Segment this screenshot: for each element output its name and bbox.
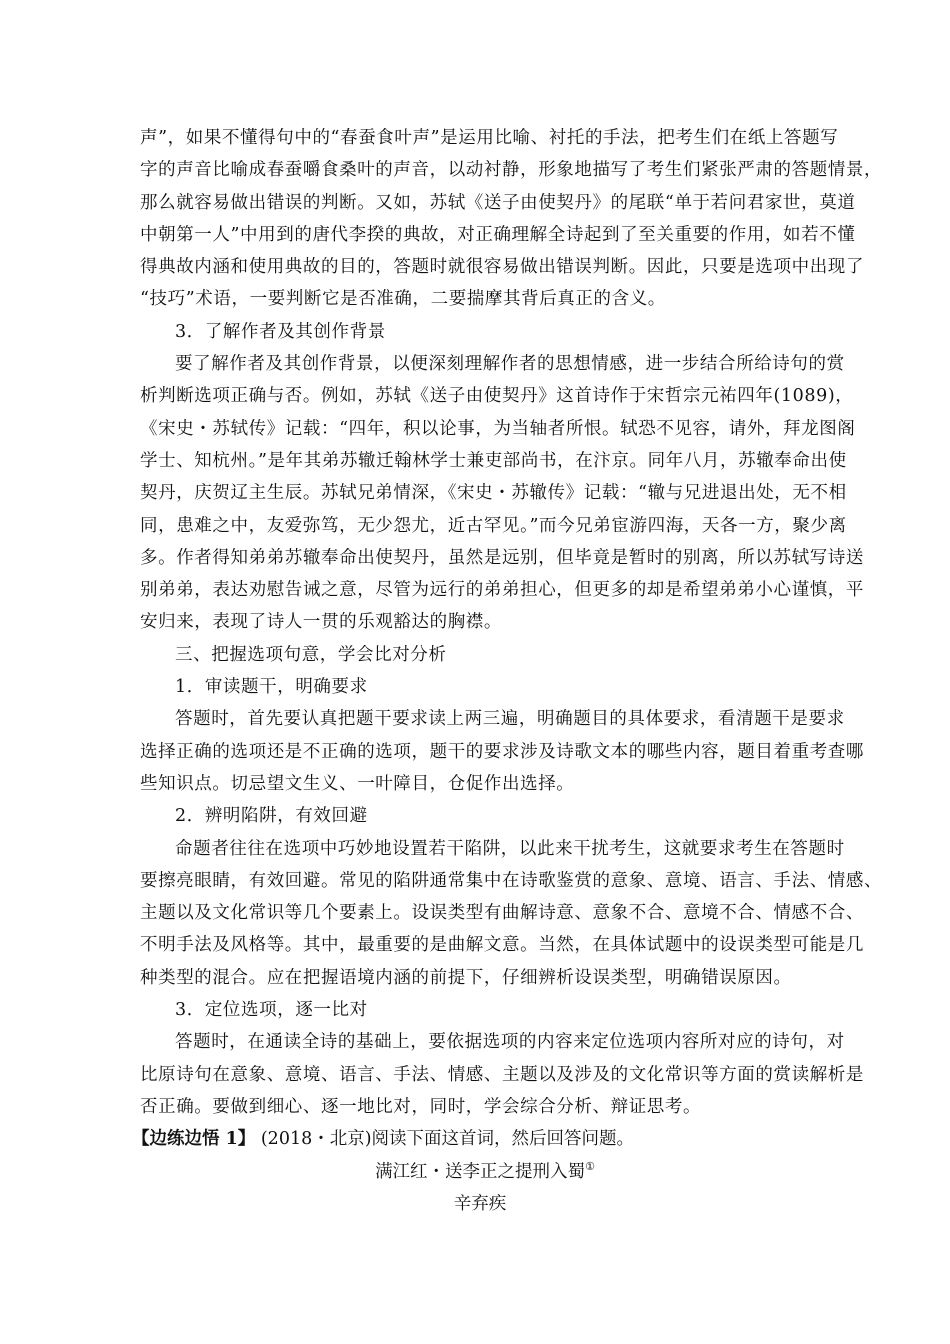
paragraph <box>140 122 883 316</box>
text-line: 答题时，首先要认真把题干要求读上两三遍，明确题目的具体要求，看清题干是要求 <box>175 709 845 730</box>
exercise-text: (2018・北京)阅读下面这首词，然后回答问题。 <box>260 1129 635 1150</box>
poem-title <box>140 1156 820 1188</box>
text-line: 字的声音比喻成春蚕嚼食桑叶的声音，以动衬静，形象地描写了考生们紧张严肃的答题情景， <box>140 160 883 181</box>
text-line: 1．审读题干，明确要求 <box>175 677 368 698</box>
text-line: “技巧”术语，一要判断它是否准确，二要揣摩其背后真正的含义。 <box>140 289 666 310</box>
exercise-prompt <box>132 1123 820 1155</box>
text-line: 得典故内涵和使用典故的目的，答题时就很容易做出错误判断。因此，只要是选项中出现了 <box>140 257 864 278</box>
text-line: 三、把握选项句意，学会比对分析 <box>175 644 447 665</box>
paragraph <box>140 833 883 994</box>
text-line: 答题时，在通读全诗的基础上，要依据选项的内容来定位选项内容所对应的诗句，对 <box>175 1032 845 1053</box>
text-line: 命题者往往在选项中巧妙地设置若干陷阱，以此来干扰考生，这就要求考生在答题时 <box>175 838 845 859</box>
section-heading <box>140 671 820 703</box>
text-line: 3．了解作者及其创作背景 <box>175 321 386 342</box>
text-line: 安归来，表现了诗人一贯的乐观豁达的胸襟。 <box>140 612 502 633</box>
text-line: 析判断选项正确与否。例如，苏轼《送子由使契丹》这首诗作于宋哲宗元祐四年(1089)， <box>140 386 854 407</box>
text-line: 契丹，庆贺辽主生辰。苏轼兄弟情深，《宋史・苏辙传》记载：“辙与兄进退出处，无不相 <box>140 483 847 504</box>
text-line: 比原诗句在意象、意境、语言、手法、情感、主题以及涉及的文化常识等方面的赏读解析是 <box>140 1064 864 1085</box>
text-line: 要了解作者及其创作背景，以便深刻理解作者的思想情感，进一步结合所给诗句的赏 <box>175 354 845 375</box>
document-body <box>132 122 883 1220</box>
text-line: 种类型的混合。应在把握语境内涵的前提下，仔细辨析设误类型，明确错误原因。 <box>140 967 792 988</box>
section-heading <box>140 800 820 832</box>
footnote-mark: ① <box>585 1159 595 1173</box>
text-line: 学士、知杭州。”是年其弟苏辙迁翰林学士兼吏部尚书，在汴京。同年八月，苏辙奉命出使 <box>140 450 847 471</box>
text-line: 3．定位选项，逐一比对 <box>175 1000 368 1021</box>
text-line: 主题以及文化常识等几个要素上。设误类型有曲解诗意、意象不合、意境不合、情感不合、 <box>140 903 864 924</box>
text-line: 多。作者得知弟弟苏辙奉命出使契丹，虽然是远别，但毕竟是暂时的别离，所以苏轼写诗送 <box>140 547 864 568</box>
text-line: 选择正确的选项还是不正确的选项，题干的要求涉及诗歌文本的哪些内容，题目着重考查哪 <box>140 741 864 762</box>
text-line: 《宋史・苏轼传》记载：“四年，积以论事，为当轴者所恨。轼恐不见容，请外，拜龙图阁 <box>140 418 856 439</box>
text-line: 声”，如果不懂得句中的“春蚕食叶声”是运用比喻、衬托的手法，把考生们在纸上答题写 <box>140 128 839 148</box>
paragraph <box>140 348 864 639</box>
section-heading <box>140 994 820 1026</box>
paragraph <box>140 1026 864 1123</box>
poem-author: 辛弃疾 <box>453 1193 507 1214</box>
text-line: 别弟弟，表达劝慰告诫之意，尽管为远行的弟弟担心，但更多的却是希望弟弟小心谨慎，平 <box>140 580 864 601</box>
poem-title-text: 满江红・送李正之提刑入蜀 <box>375 1161 586 1182</box>
text-line: 那么就容易做出错误的判断。又如，苏轼《送子由使契丹》的尾联“单于若问君家世，莫道 <box>140 192 856 213</box>
text-line: 同，患难之中，友爱弥笃，无少怨尤，近古罕见。”而今兄弟宦游四海，天各一方，聚少离 <box>140 515 847 536</box>
paragraph <box>140 703 864 800</box>
text-line: 否正确。要做到细心、逐一地比对，同时，学会综合分析、辩证思考。 <box>140 1096 702 1117</box>
section-heading <box>140 316 820 348</box>
text-line: 不明手法及风格等。其中，最重要的是曲解文意。当然，在具体试题中的设误类型可能是几 <box>140 935 864 956</box>
text-line: 2．辨明陷阱，有效回避 <box>175 806 368 827</box>
text-line: 要擦亮眼睛，有效回避。常见的陷阱通常集中在诗歌鉴赏的意象、意境、语言、手法、情感、 <box>140 870 883 891</box>
exercise-tag: 【边练边悟 1】 <box>132 1129 256 1150</box>
text-line: 些知识点。切忌望文生义、一叶障目，仓促作出选择。 <box>140 773 575 794</box>
section-heading <box>140 639 820 671</box>
text-line: 中朝第一人”中用到的唐代李揆的典故，对正确理解全诗起到了至关重要的作用，如若不懂 <box>140 224 856 245</box>
